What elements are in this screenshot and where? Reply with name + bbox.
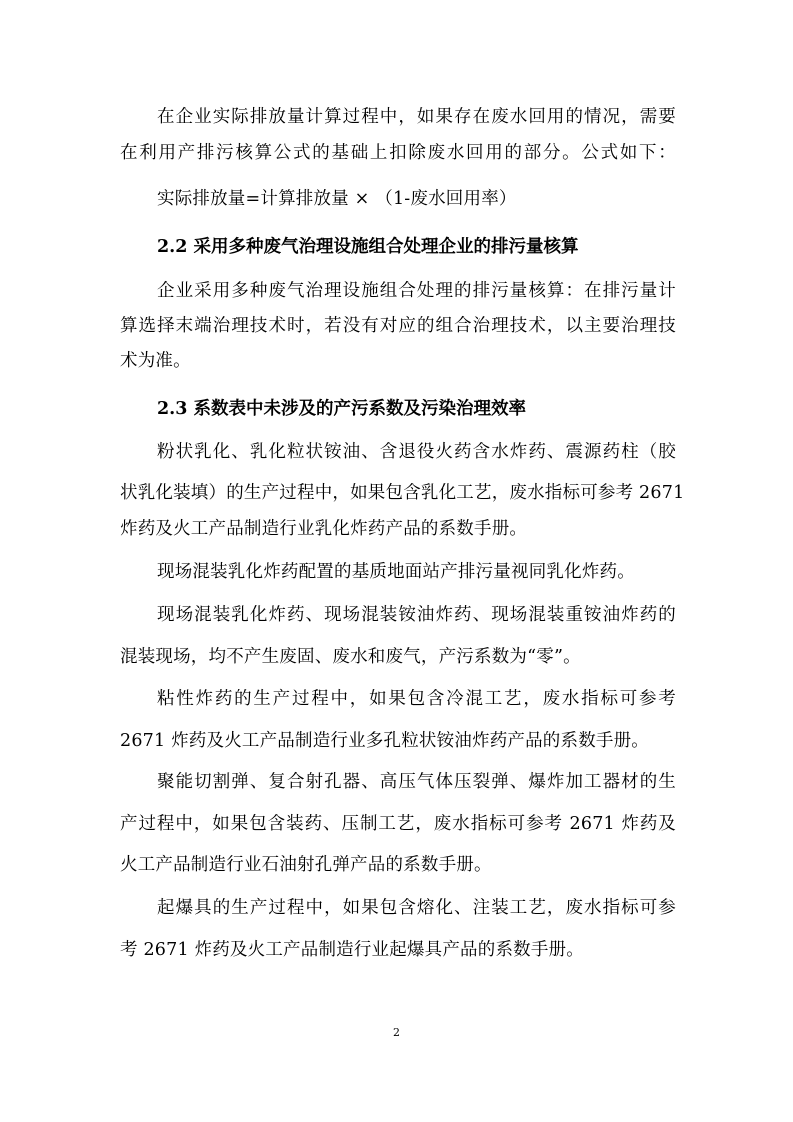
section-heading-2-3: 2.3 系数表中未涉及的产污系数及污染治理效率: [157, 399, 527, 419]
page-number: 2: [393, 1026, 400, 1039]
formula-text: 实际排放量=计算排放量 × （1-废水回用率）: [157, 189, 517, 209]
paragraph-text: 状乳化装填）的生产过程中，如果包含乳化工艺，废水指标可参考 2671: [120, 483, 685, 503]
paragraph-text: 粘性炸药的生产过程中，如果包含冷混工艺，废水指标可参考: [157, 689, 676, 709]
paragraph-text: 术为准。: [120, 351, 191, 371]
paragraph-text: 炸药及火工产品制造行业乳化炸药产品的系数手册。: [120, 519, 528, 539]
paragraph-text: 企业采用多种废气治理设施组合处理的排污量核算：在排污量计: [157, 281, 676, 301]
paragraph-text: 2671 炸药及火工产品制造行业多孔粒状铵油炸药产品的系数手册。: [120, 731, 649, 751]
paragraph-text: 现场混装乳化炸药配置的基质地面站产排污量视同乳化炸药。: [157, 562, 635, 582]
paragraph-text: 考 2671 炸药及火工产品制造行业起爆具产品的系数手册。: [120, 940, 584, 960]
paragraph-text: 火工产品制造行业石油射孔弹产品的系数手册。: [120, 855, 492, 875]
section-heading-2-2: 2.2 采用多种废气治理设施组合处理企业的排污量核算: [157, 237, 579, 257]
paragraph-text: 粉状乳化、乳化粒状铵油、含退役火药含水炸药、震源药柱（胶: [157, 442, 676, 462]
paragraph-text: 混装现场，均不产生废固、废水和废气，产污系数为“零”。: [120, 647, 581, 667]
paragraph-text: 现场混装乳化炸药、现场混装铵油炸药、现场混装重铵油炸药的: [157, 605, 676, 625]
paragraph-text: 在企业实际排放量计算过程中，如果存在废水回用的情况，需要: [157, 107, 676, 127]
paragraph-text: 在利用产排污核算公式的基础上扣除废水回用的部分。公式如下：: [120, 143, 676, 163]
paragraph-text: 算选择末端治理技术时，若没有对应的组合治理技术，以主要治理技: [120, 316, 676, 336]
paragraph-text: 起爆具的生产过程中，如果包含熔化、注装工艺，废水指标可参: [157, 898, 676, 918]
paragraph-text: 聚能切割弹、复合射孔器、高压气体压裂弹、爆炸加工器材的生: [157, 772, 676, 792]
paragraph-text: 产过程中，如果包含装药、压制工艺，废水指标可参考 2671 炸药及: [120, 814, 676, 834]
